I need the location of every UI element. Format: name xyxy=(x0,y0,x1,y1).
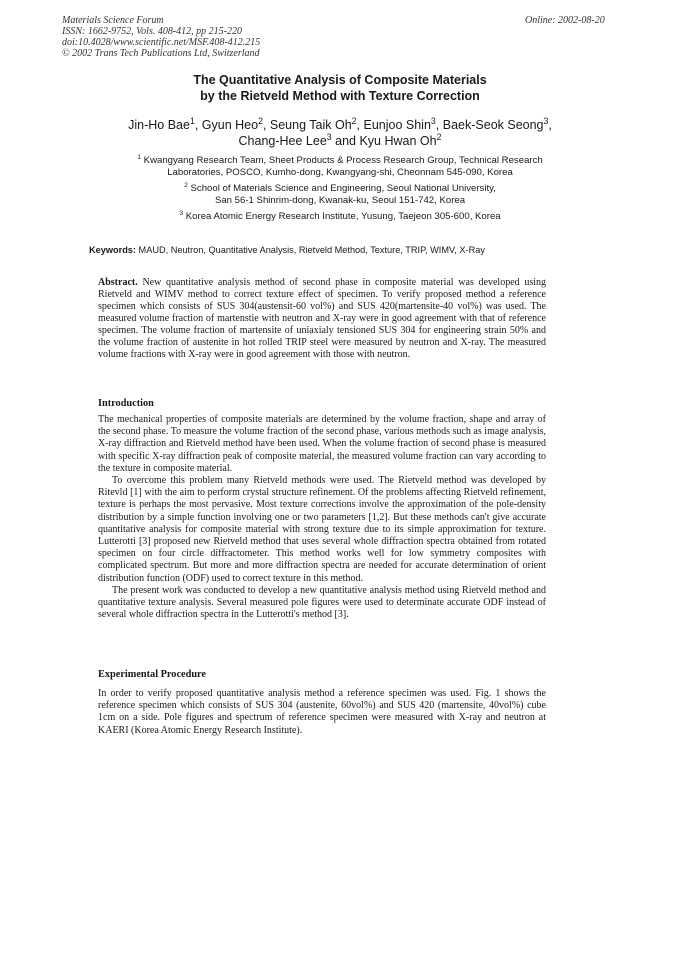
affiliation-line: Kwangyang Research Team, Sheet Products & Process Research Group, Technical Research xyxy=(143,155,543,166)
author-separator: , xyxy=(356,118,364,132)
paragraph: To overcome this problem many Rietveld methods were used. The Rietveld method was developed by Ritevld [1] with the aim to perform crystal structure refinement. Of the problems affecting Rietveld refinement, texture is perhaps the most pervasive. Most texture corrections involve the approximation of the pole-density distribution by a simple function involving one or two parameters [1,2]. But these methods can't give accurate quantitative analysis for composite material with strong texture due to its simple approximation for texture. Lutterotti [3] proposed new Rietveld method that uses several whole diffraction spectra obtained from rotated specimen on four circle diffractometer. This method works well for low symmetry composites with complicated spectrum. But more and more diffraction spectra are needed for accurate determination of orient distribution function (ODF) used to correct texture in this method. xyxy=(98,475,546,584)
keywords-text: MAUD, Neutron, Quantitative Analysis, Rietveld Method, Texture, TRIP, WIMV, X-Ray xyxy=(138,245,485,255)
experimental-body xyxy=(98,688,546,737)
author-name: Eunjoo Shin xyxy=(363,118,431,132)
author-affiliation-mark: 1 xyxy=(189,115,195,126)
author-separator: , xyxy=(435,118,443,132)
copyright-line: © 2002 Trans Tech Publications Ltd, Switzerland xyxy=(62,48,260,59)
author-line-1 xyxy=(80,117,600,133)
author-line-2 xyxy=(80,133,600,149)
author-affiliation-mark: 2 xyxy=(258,115,263,126)
title-line-2: by the Rietveld Method with Texture Correction xyxy=(200,89,480,103)
affiliation-line: Korea Atomic Energy Research Institute, Yusung, Taejeon 305-600, Korea xyxy=(185,211,501,222)
author-separator: , xyxy=(548,118,552,132)
journal-name: Materials Science Forum xyxy=(62,15,164,26)
affiliation-3 xyxy=(70,211,610,223)
affiliation-line: San 56-1 Shinrim-dong, Kwanak-ku, Seoul 151-742, Korea xyxy=(214,195,466,206)
introduction-body xyxy=(98,414,546,621)
author-separator: and xyxy=(331,134,360,148)
keywords-label: Keywords: xyxy=(89,245,136,255)
author-name: Gyun Heo xyxy=(201,118,259,132)
author-name: Chang-Hee Lee xyxy=(238,134,327,148)
title-line-1: The Quantitative Analysis of Composite Materials xyxy=(193,73,487,87)
author-list xyxy=(80,117,600,149)
affiliation-2 xyxy=(70,183,610,207)
paragraph: In order to verify proposed quantitative analysis method a reference specimen was used. Fig. 1 shows the reference specimen which consists of SUS 304 (austenite, 60vol%) and SUS 420 (martensite, 40vol%) cube 1cm on a side. Pole figures and spectrum of reference specimen were measured with X-ray and neutron at KAERI (Korea Atomic Energy Research Institute). xyxy=(98,688,546,736)
abstract-label: Abstract. xyxy=(98,277,138,288)
affiliation-line: School of Materials Science and Engineering, Seoul National University, xyxy=(190,183,496,194)
paragraph: The present work was conducted to develop a new quantitative analysis method using Rietveld method and quantitative texture analysis. Several measured pole figures were used to determinate accurate ODF instead of several whole diffraction spectra in the Lutterotti's method [3]. xyxy=(98,584,546,621)
author-affiliation-mark: 2 xyxy=(436,131,442,142)
abstract-text: New quantitative analysis method of second phase in composite material was developed using Rietveld and WIMV method to correct texture effect of specimen. To verify proposed method a reference specimen which consists of SUS 304(austensit-60 vol%) and SUS 420(martensite-40 vol%) was used. The measured volume fraction of martenstie with neutron and X-ray were in good agreement with that of reference specimen. The volume fraction of martensite of uniaxialy tensioned SUS 304 for engineering strain 50% and the volume fraction of austenite in hot rolled TRIP steel were measured by neutron and X-ray. The measured volume fractions with X-ray were in good agreement with those with neutron. xyxy=(98,277,547,360)
author-affiliation-mark: 3 xyxy=(326,131,332,142)
abstract xyxy=(98,277,546,361)
author-name: Baek-Seok Seong xyxy=(442,118,544,132)
affiliation-number: 1 xyxy=(137,153,141,161)
author-name: Kyu Hwan Oh xyxy=(359,134,437,148)
introduction-heading: Introduction xyxy=(98,398,154,409)
author-affiliation-mark: 2 xyxy=(351,115,357,126)
online-date: Online: 2002-08-20 xyxy=(525,15,605,26)
author-separator: , xyxy=(194,118,202,132)
paragraph: The mechanical properties of composite materials are determined by the volume fraction, shape and array of the second phase. To measure the volume fraction of the second phase, various methods such as image analysis, X-ray diffraction and Rietveld method have been used. When the volume fraction of second phase is measured with specific X-ray diffraction peak of composite material, the measured volume fraction can vary according to the texture in composite material. xyxy=(98,414,546,474)
experimental-heading: Experimental Procedure xyxy=(98,669,207,680)
author-affiliation-mark: 3 xyxy=(543,115,549,126)
author-affiliation-mark: 3 xyxy=(430,115,436,126)
author-separator: , xyxy=(262,118,270,132)
affiliation-number: 3 xyxy=(179,209,184,217)
author-name: Jin-Ho Bae xyxy=(128,118,190,132)
affiliation-1 xyxy=(70,155,610,179)
affiliation-line: Laboratories, POSCO, Kumho-dong, Kwangyang-shi, Cheonnam 545-090, Korea xyxy=(167,167,513,178)
author-name: Seung Taik Oh xyxy=(269,118,352,132)
publication-meta xyxy=(62,15,260,59)
paper-title xyxy=(90,72,590,104)
doi-link[interactable]: doi:10.4028/www.scientific.net/MSF.408-412.215 xyxy=(62,37,261,48)
affiliation-number: 2 xyxy=(184,181,188,189)
keywords xyxy=(89,245,609,255)
issn-line: ISSN: 1662-9752, Vols. 408-412, pp 215-220 xyxy=(62,26,242,37)
